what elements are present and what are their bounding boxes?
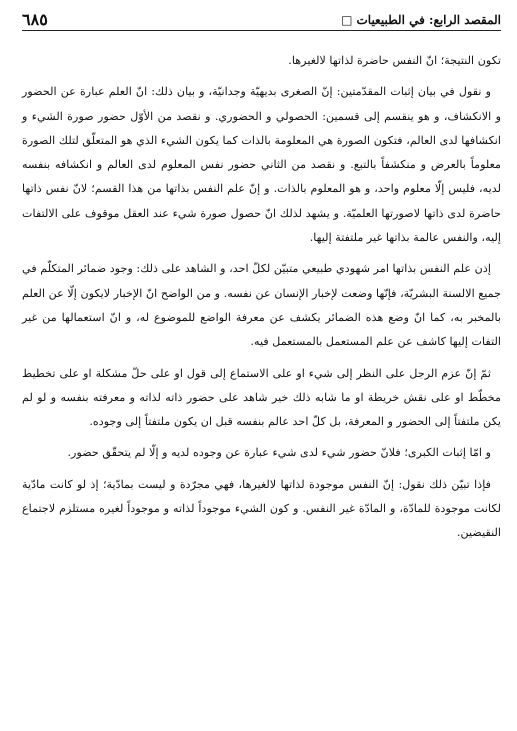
- header-title-group: [341, 12, 501, 28]
- paragraph-4: ثمّ إنّ عزم الرجل على النظر إلى شيء او على الاستماع إلى قول او على حلّ مشكلة او على تخطيط مخطّط او على نقش خريطة او ما شابه ذلك خير شاهد على حضور ذاته لذاته و معرفته بنفسه و لو لم يكن ملتفتاً إلى الحضور و المعرفة، بل كلّ احد عالم بنفسه قبل ان يكون ملتفتاً إلى وجوده.: [22, 366, 501, 429]
- paragraph-2: و نقول في بيان إثبات المقدّمتين: إنّ الصغرى بديهيّة وجدانيّة، و بيان ذلك: انّ العلم عبارة عن الحضور و الانكشاف، و هو ينقسم إلى قسمين: الحصولي و الحضوري. و نقصد من الأوّل حضور صورة الشيء و انكشافها لدى العالم، فتكون الصورة هي المعلومة بالذات كما يكون الشيء الذي هو المتعلّق لتلك الصورة معلوماً بالعرض و منكشفاً بالتبع. و نقصد من الثاني حضور نفس المعلوم لدى العالم و انكشافه بنفسه لديه، فليس إلّا معلوم واحد، و هو المعلوم بالذات. و إنّ علم النفس بذاتها من هذا القسم؛ لانّ نفس ذاتها حاضرة لدى ذاتها لاصورتها العلميّة. و يشهد لذلك انّ حصول صورة شيء عند العقل موقوف على الالتفات إليه، والنفس عالمة بذاتها غير ملتفتة إليها.: [22, 85, 501, 245]
- page-number: ٦٨٥: [22, 10, 48, 29]
- paragraph-5: و امّا إثبات الكبرى؛ فلانّ حضور شيء لدى شيء عبارة عن وجوده لديه و إلّا لم يتحقّق حضور.: [67, 446, 491, 460]
- paragraph-3: إذن علم النفس بذاتها امر شهودي طبيعي متبيّن لكلّ احد، و الشاهد على ذلك: وجود ضمائر المتكلّم في جميع الالسنة البشريّة، فإنّها وضعت لإخبار الإنسان عن نفسه. و من الواضح انّ الإخبار لايكون إلّا عن العلم بالمخبر به، كما انّ وضع هذه الضمائر يكشف عن معرفة الواضع للموضوع له، و انّ استعمالها من غير التفات إليها كاشف عن علم المستعمل بالمستعمل فيه.: [22, 262, 501, 349]
- body-text: [22, 49, 501, 546]
- paragraph-6: فإذا تبيّن ذلك نقول: إنّ النفس موجودة لذاتها لالغيرها، فهي مجرّدة و ليست بمادّية؛ إذ لو كانت مادّية لكانت موجودة للمادّة، و المادّة غير النفس. و كون الشيء موجوداً لذاته و موجوداً لغيره مستلزم لاجتماع النقيضين.: [22, 477, 501, 540]
- paragraph-1: تكون النتيجة؛ انّ النفس حاضرة لذاتها لالغيرها.: [288, 54, 501, 67]
- running-header: [22, 12, 501, 31]
- header-separator-icon: □: [341, 13, 353, 27]
- header-title: المقصد الرابع: في الطبيعيات: [356, 13, 501, 27]
